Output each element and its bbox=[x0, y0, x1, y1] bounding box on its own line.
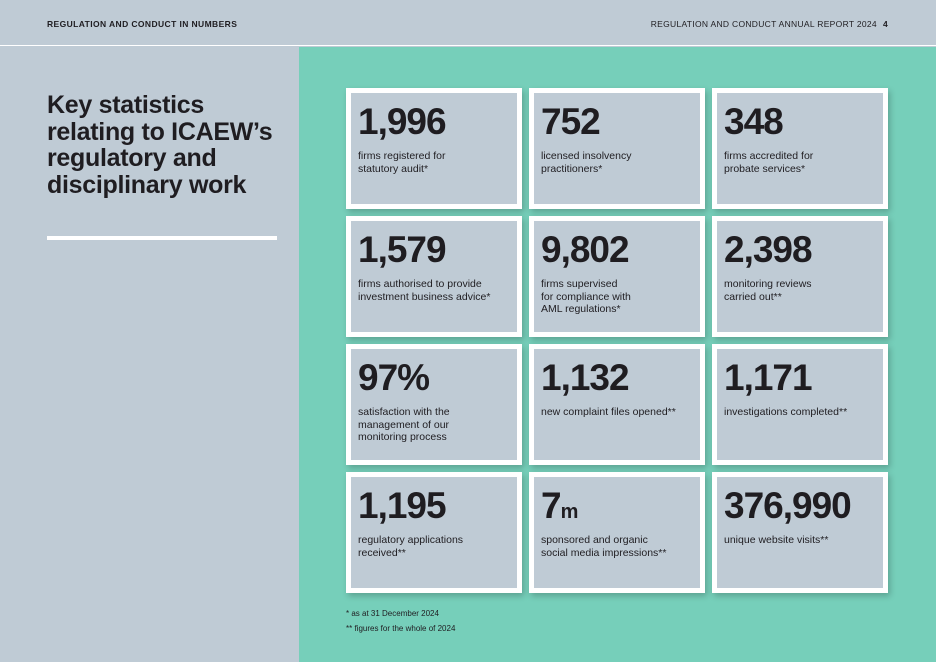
page-number: 4 bbox=[882, 19, 888, 29]
stat-label: regulatory applications received** bbox=[358, 534, 464, 559]
page-header bbox=[0, 0, 936, 46]
stat-value: 1,171 bbox=[724, 357, 812, 398]
stat-card-investment-firms bbox=[346, 216, 522, 337]
stat-value: 348 bbox=[724, 101, 783, 142]
stat-label: firms authorised to provide investment business advice* bbox=[358, 278, 491, 303]
stat-label: sponsored and organic social media impressions** bbox=[541, 534, 667, 559]
heading-underline bbox=[47, 236, 277, 240]
stat-value: 1,195 bbox=[358, 485, 446, 526]
stat-card-aml-firms bbox=[529, 216, 705, 337]
section-title: REGULATION AND CONDUCT IN NUMBERS bbox=[47, 19, 238, 29]
footnote-double-star: ** figures for the whole of 2024 bbox=[346, 624, 456, 633]
report-title: REGULATION AND CONDUCT ANNUAL REPORT 2024 bbox=[650, 19, 877, 29]
stat-value: 7m bbox=[541, 485, 579, 526]
stat-value: 1,579 bbox=[358, 229, 446, 270]
stat-card-complaint-files bbox=[529, 344, 705, 465]
stat-card-probate-firms bbox=[712, 88, 888, 209]
stat-value: 376,990 bbox=[724, 485, 851, 526]
stat-label: licensed insolvency practitioners* bbox=[541, 150, 632, 175]
report-title-block bbox=[651, 19, 888, 29]
stat-value: 97% bbox=[358, 357, 430, 398]
stat-card-social-impressions bbox=[529, 472, 705, 593]
stat-label: firms accredited for probate services* bbox=[724, 150, 814, 175]
footnote-single-star: * as at 31 December 2024 bbox=[346, 609, 439, 618]
stat-card-audit-firms bbox=[346, 88, 522, 209]
stat-value: 2,398 bbox=[724, 229, 812, 270]
stat-label: firms supervised for compliance with AML regulations* bbox=[541, 278, 631, 315]
page-heading: Key statistics relating to ICAEW’s regulatory and disciplinary work bbox=[47, 91, 273, 199]
stat-card-satisfaction bbox=[346, 344, 522, 465]
stat-value: 1,996 bbox=[358, 101, 446, 142]
stat-card-insolvency-practitioners bbox=[529, 88, 705, 209]
stat-label: monitoring reviews carried out** bbox=[724, 278, 812, 303]
stat-label: firms registered for statutory audit* bbox=[358, 150, 446, 175]
stat-value: 752 bbox=[541, 101, 600, 142]
stat-label: unique website visits** bbox=[724, 534, 829, 546]
stats-grid bbox=[346, 88, 888, 593]
stat-card-investigations bbox=[712, 344, 888, 465]
stat-label: satisfaction with the management of our monitoring process bbox=[358, 406, 450, 443]
stat-card-applications bbox=[346, 472, 522, 593]
stat-label: investigations completed** bbox=[724, 406, 848, 418]
stat-card-website-visits bbox=[712, 472, 888, 593]
stat-label: new complaint files opened** bbox=[541, 406, 676, 418]
stats-panel bbox=[299, 47, 936, 662]
stat-value: 9,802 bbox=[541, 229, 629, 270]
stat-card-monitoring-reviews bbox=[712, 216, 888, 337]
intro-panel bbox=[0, 47, 299, 662]
stat-value: 1,132 bbox=[541, 357, 629, 398]
footnotes bbox=[346, 606, 455, 636]
